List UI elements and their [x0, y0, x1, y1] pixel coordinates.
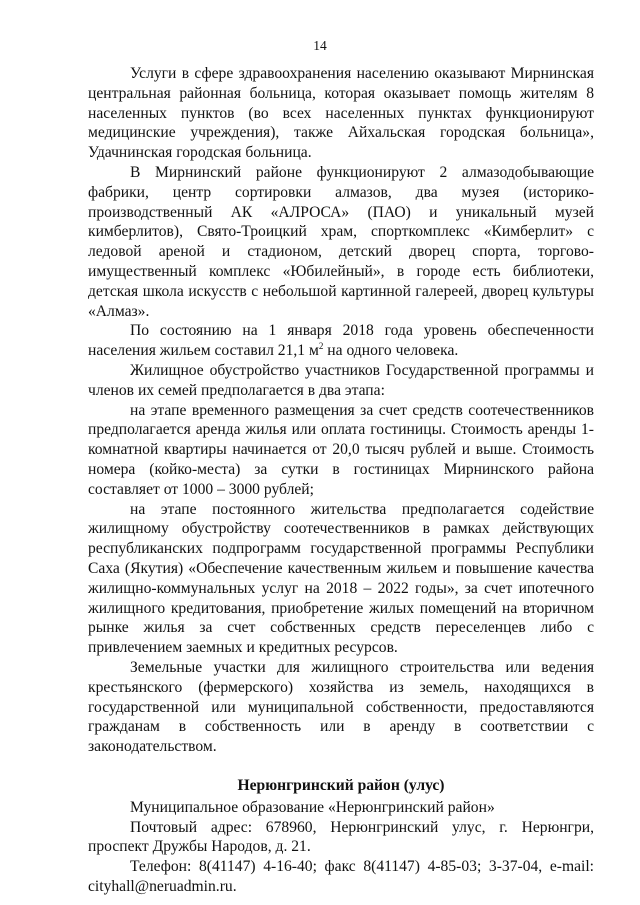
housing-provision-text: По состоянию на 1 января 2018 года уровень обеспеченности населения жильем составил 21,1 м — [88, 322, 594, 360]
paragraph-land-plots: Земельные участки для жилищного строительства или ведения крестьянского (фермерского) хозяйства из земель, находящихся в государственной или муниципальной собственности, предоставляются гражданам в собственность или в аренду в соответствии с законодательством. — [88, 658, 594, 756]
paragraph-postal-address: Почтовый адрес: 678960, Нерюнгринский улус, г. Нерюнгри, проспект Дружбы Народов, д. 21. — [88, 818, 594, 856]
paragraph-contacts: Телефон: 8(41147) 4-16-40; факс 8(41147) 4-85-03; 3-37-04, e-mail: cityhall@neruadmin.ru. — [88, 858, 594, 896]
housing-provision-text-end: на одного человека. — [323, 342, 459, 360]
paragraph-housing-provision — [88, 321, 594, 361]
paragraph-municipality: Муниципальное образование «Нерюнгринский район» — [130, 798, 495, 816]
section-heading: Нерюнгринский район (улус) — [237, 776, 445, 794]
page-number: 14 — [313, 38, 327, 53]
paragraph-housing-stages: Жилищное обустройство участников Государственной программы и членов их семей предполагается в два этапа: — [88, 361, 594, 399]
paragraph-permanent-stage: на этапе постоянного жительства предполагается содействие жилищному обустройству соотечественников в рамках действующих республиканских подпрограмм государственной программы Республики Саха (Якутия) «Обеспечение качественным жильем и повышение качества жилищно-коммунальных услуг на 2018 – 2022 годы», за счет ипотечного жилищного кредитования, приобретение жилых помещений на вторичном рынке жилья за счет собственных средств переселенцев либо с привлечением заемных и кредитных ресурсов. — [88, 500, 594, 657]
page-body — [88, 64, 594, 897]
paragraph-infrastructure: В Мирнинский районе функционируют 2 алмазодобывающие фабрики, центр сортировки алмазов, два музея (историко-производственный АК «АЛРОСА» (ПАО) и уникальный музей кимберлитов), Свято-Троицкий храм, спорткомплекс «Кимберлит» с ледовой ареной и стадионом, детский дворец спорта, торгово-имущественный комплекс «Юбилейный», в городе есть библиотеки, детская школа искусств с небольшой картинной галереей, дворец культуры «Алмаз». — [88, 163, 594, 320]
paragraph-healthcare: Услуги в сфере здравоохранения населению оказывают Мирнинская центральная районная больница, которая оказывает помощь жителям 8 населенных пунктов (во всех населенных пунктах функционируют медицинские учреждения), также Айхальская городская больница», Удачнинская городская больница. — [88, 65, 594, 162]
paragraph-temporary-stage: на этапе временного размещения за счет средств соотечественников предполагается аренда жилья или оплата гостиницы. Стоимость аренды 1-комнатной квартиры начинается от 20,0 тысяч рублей и выше. Стоимость номера (койко-места) за сутки в гостиницах Мирнинского района составляет от 1000 – 3000 рублей; — [88, 401, 594, 498]
square-superscript: 2 — [318, 341, 324, 352]
